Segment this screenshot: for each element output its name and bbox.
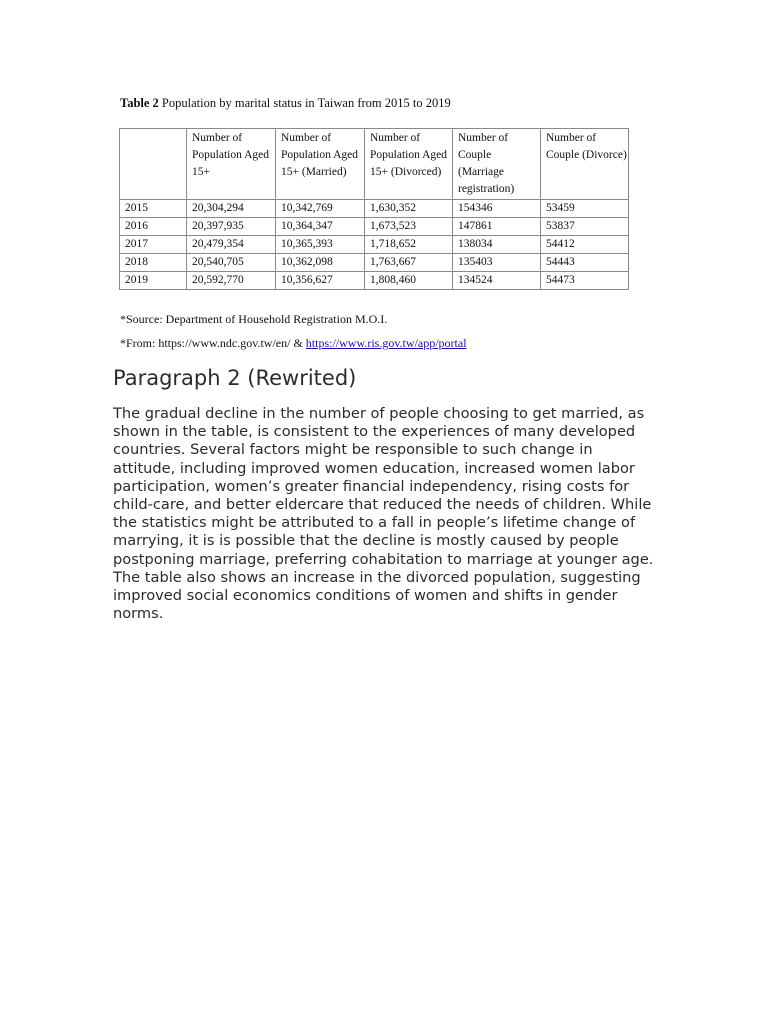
cell-married: 10,342,769 [276, 200, 365, 218]
cell-couple-divorce: 54412 [541, 236, 629, 254]
cell-couple-marriage: 135403 [453, 254, 541, 272]
table-caption-text: Population by marital status in Taiwan from 2015 to 2019 [158, 96, 451, 110]
cell-year: 2019 [120, 272, 187, 290]
cell-married: 10,364,347 [276, 218, 365, 236]
cell-year: 2017 [120, 236, 187, 254]
cell-couple-marriage: 147861 [453, 218, 541, 236]
cell-couple-marriage: 134524 [453, 272, 541, 290]
section-heading: Paragraph 2 (Rewrited) [113, 366, 357, 390]
cell-population: 20,397,935 [187, 218, 276, 236]
cell-divorced: 1,718,652 [365, 236, 453, 254]
cell-population: 20,304,294 [187, 200, 276, 218]
header-couple-divorce: Number of Couple (Divorce) [541, 129, 629, 200]
header-couple-marriage: Number of Couple (Marriage registration) [453, 129, 541, 200]
table-caption-label: Table 2 [120, 96, 159, 110]
body-paragraph: The gradual decline in the number of people choosing to get married, as shown in the table, is consistent to the experiences of many developed countries. Several factors might be responsible to such change in attitude, including improved women education, increased women labor participation, women’s greater financial independency, rising costs for child-care, and better eldercare that reduced the needs of children. While the statistics might be attributed to a fall in people’s lifetime change of marrying, it is is possible that the decline is mostly caused by people postponing marriage, preferring cohabitation to marriage at younger age. The table also shows an increase in the divorced population, suggesting improved social economics conditions of women and shifts in gender norms. [113, 405, 654, 623]
cell-couple-divorce: 53459 [541, 200, 629, 218]
cell-couple-divorce: 54443 [541, 254, 629, 272]
cell-year: 2018 [120, 254, 187, 272]
from-note [120, 336, 467, 351]
from-note-text: *From: https://www.ndc.gov.tw/en/ & [120, 336, 306, 350]
cell-couple-marriage: 154346 [453, 200, 541, 218]
cell-year: 2016 [120, 218, 187, 236]
cell-year: 2015 [120, 200, 187, 218]
cell-population: 20,540,705 [187, 254, 276, 272]
cell-divorced: 1,673,523 [365, 218, 453, 236]
cell-married: 10,362,098 [276, 254, 365, 272]
header-year [120, 129, 187, 200]
cell-divorced: 1,630,352 [365, 200, 453, 218]
header-population: Number of Population Aged 15+ [187, 129, 276, 200]
source-note: *Source: Department of Household Registration M.O.I. [120, 312, 388, 326]
table-row [120, 254, 629, 272]
table-caption [120, 96, 451, 111]
table-row [120, 200, 629, 218]
cell-population: 20,592,770 [187, 272, 276, 290]
header-married: Number of Population Aged 15+ (Married) [276, 129, 365, 200]
table-row [120, 272, 629, 290]
cell-married: 10,356,627 [276, 272, 365, 290]
cell-divorced: 1,808,460 [365, 272, 453, 290]
cell-couple-divorce: 53837 [541, 218, 629, 236]
cell-couple-marriage: 138034 [453, 236, 541, 254]
header-divorced: Number of Population Aged 15+ (Divorced) [365, 129, 453, 200]
table-header-row [120, 129, 629, 200]
ris-portal-link[interactable]: https://www.ris.gov.tw/app/portal [305, 336, 467, 350]
population-table [119, 128, 629, 290]
cell-divorced: 1,763,667 [365, 254, 453, 272]
cell-population: 20,479,354 [187, 236, 276, 254]
cell-couple-divorce: 54473 [541, 272, 629, 290]
table-row [120, 236, 629, 254]
cell-married: 10,365,393 [276, 236, 365, 254]
table-row [120, 218, 629, 236]
